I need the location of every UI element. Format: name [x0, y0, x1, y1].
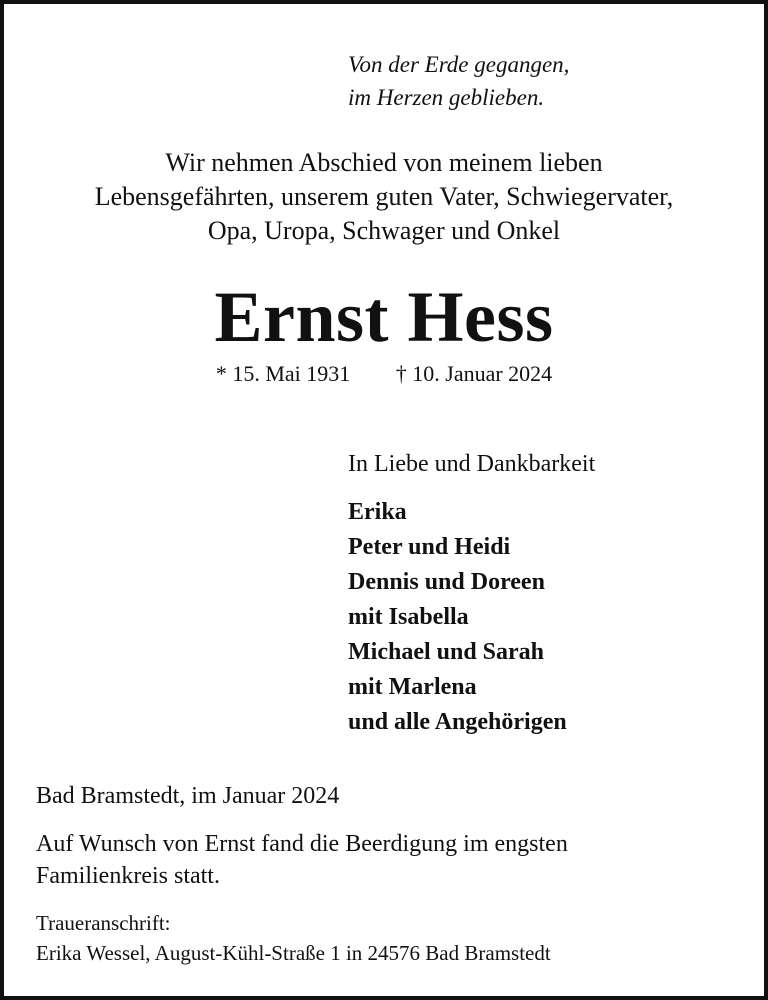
funeral-note-line: Familienkreis statt.: [36, 863, 220, 889]
mourner-entry: mit Marlena: [348, 674, 477, 700]
mourner-entry: Peter und Heidi: [348, 534, 511, 560]
place-date: Bad Bramstedt, im Januar 2024: [36, 783, 340, 809]
death-date: † 10. Januar 2024: [395, 361, 553, 386]
intro-line: Lebensgefährten, unserem guten Vater, Schwiegervater,: [94, 182, 674, 211]
address-label: Traueranschrift:: [36, 911, 171, 935]
mourner-entry: Michael und Sarah: [348, 639, 545, 665]
funeral-note-line: Auf Wunsch von Ernst fand die Beerdigung im engsten: [36, 831, 568, 857]
intro-line: Opa, Uropa, Schwager und Onkel: [207, 216, 561, 245]
mourners-list: [348, 495, 567, 740]
motto-line: Von der Erde gegangen,: [348, 52, 570, 77]
motto: [348, 48, 569, 114]
mourner-entry: Dennis und Doreen: [348, 569, 545, 595]
mourner-entry: und alle Angehörigen: [348, 709, 567, 735]
closing-phrase: In Liebe und Dankbarkeit: [348, 451, 596, 477]
life-dates: [4, 359, 764, 389]
mourner-entry: mit Isabella: [348, 604, 469, 630]
birth-date: * 15. Mai 1931: [215, 361, 351, 386]
mourner-entry: Erika: [348, 499, 407, 525]
funeral-note: [36, 828, 568, 892]
address-value: Erika Wessel, August-Kühl-Straße 1 in 24576 Bad Bramstedt: [36, 941, 551, 965]
deceased-name: Ernst Hess: [214, 277, 554, 357]
intro-text: [4, 146, 764, 248]
motto-line: im Herzen geblieben.: [348, 85, 545, 110]
mourning-address: [36, 908, 551, 968]
intro-line: Wir nehmen Abschied von meinem lieben: [165, 148, 603, 177]
